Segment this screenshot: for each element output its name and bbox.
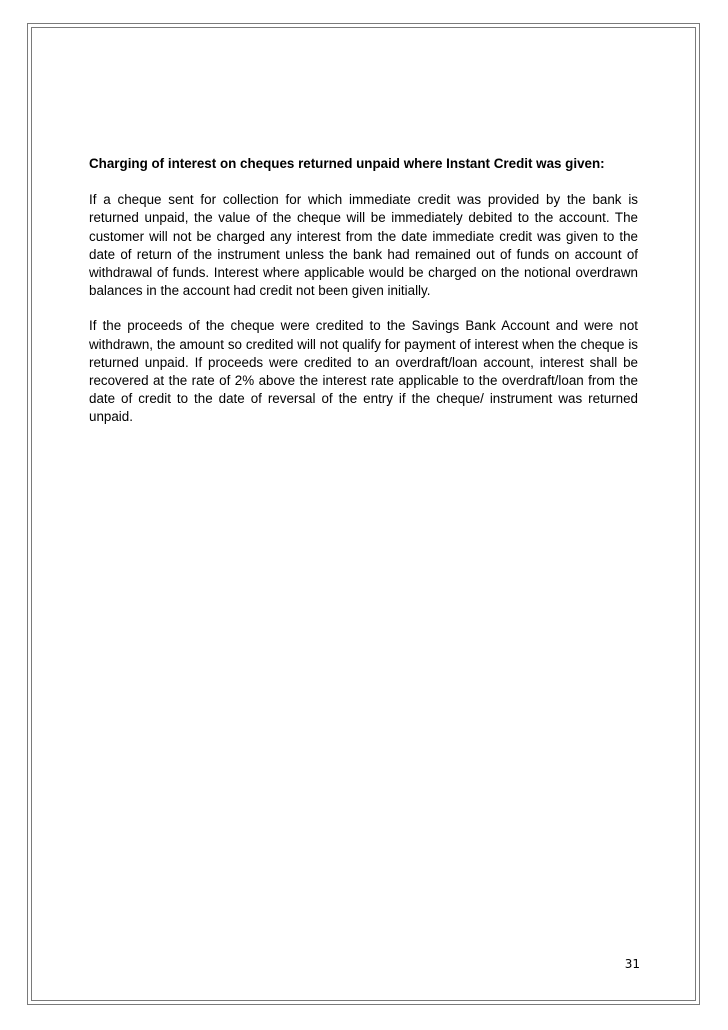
page-number: 31 <box>624 957 640 971</box>
paragraph-savings-account: If the proceeds of the cheque were credited to the Savings Bank Account and were not withdrawn, the amount so credited will not qualify for payment of interest when the cheque is returned unpaid. If proceeds were credited to an overdraft/loan account, interest shall be recovered at the rate of 2% above the interest rate applicable to the overdraft/loan from the date of credit to the date of reversal of the entry if the cheque/ instrument was returned unpaid. <box>89 318 638 425</box>
document-body <box>89 155 638 444</box>
section-heading: Charging of interest on cheques returned unpaid where Instant Credit was given: <box>89 156 605 171</box>
paragraph-immediate-credit: If a cheque sent for collection for which immediate credit was provided by the bank is returned unpaid, the value of the cheque will be immediately debited to the account. The customer will not be charged any interest from the date immediate credit was given to the date of return of the instrument unless the bank had remained out of funds on account of withdrawal of funds. Interest where applicable would be charged on the notional overdrawn balances in the account had credit not been given initially. <box>89 192 638 299</box>
